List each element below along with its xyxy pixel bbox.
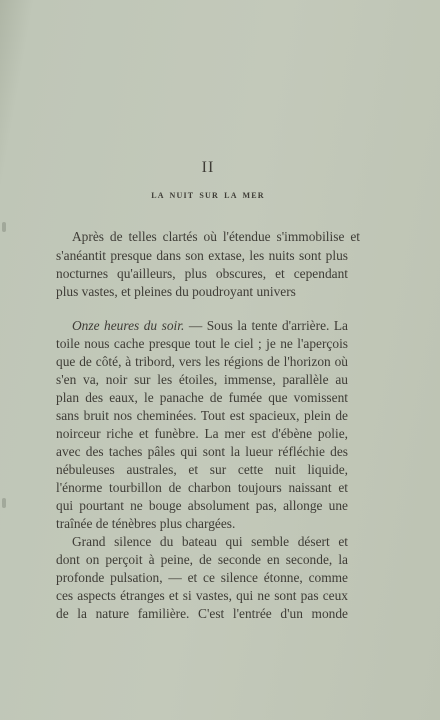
text-line: nébuleuses australes, et sur cette nuit liquide, bbox=[56, 462, 348, 477]
text-line: ces aspects étranges et si vastes, qui ne sont pas ceux bbox=[56, 588, 348, 603]
page-edge-mark bbox=[2, 498, 6, 508]
text-line: noirceur riche et funèbre. La mer est d'ébène polie, bbox=[56, 426, 348, 441]
text-line: de la nature familière. C'est l'entrée d'un monde bbox=[56, 606, 348, 621]
chapter-title: LA NUIT SUR LA MER bbox=[151, 191, 265, 200]
page-edge-mark bbox=[2, 222, 6, 232]
time-heading: Onze heures du soir. bbox=[72, 318, 185, 333]
text-line: que de côté, à tribord, vers les régions de l'horizon où bbox=[56, 354, 348, 369]
text-line: sans bruit nos cheminées. Tout est spacieux, plein de bbox=[56, 408, 348, 423]
text-line: profonde pulsation, — et ce silence étonne, comme bbox=[56, 570, 348, 585]
text-line: traînée de ténèbres plus chargées. bbox=[56, 516, 236, 531]
text-line: l'énorme tourbillon de charbon toujours naissant et bbox=[56, 480, 348, 495]
intro-line: s'anéantit presque dans son extase, les nuits sont plus bbox=[56, 248, 348, 263]
text-line: s'en va, noir sur les étoiles, immense, parallèle au bbox=[56, 372, 348, 387]
text-line: qui pourtant ne bouge absolument pas, allonge une bbox=[56, 498, 348, 513]
intro-line: plus vastes, et pleines du poudroyant univers bbox=[56, 284, 296, 299]
text-line: plan des eaux, le panache de fumée que vomissent bbox=[56, 390, 348, 405]
paragraph-first-line bbox=[72, 318, 348, 334]
intro-line: nocturnes qu'ailleurs, plus obscures, et cependant bbox=[56, 266, 348, 281]
chapter-number: II bbox=[201, 159, 215, 176]
intro-line: Après de telles clartés où l'étendue s'immobilise et bbox=[72, 229, 360, 244]
text-line: Grand silence du bateau qui semble désert et bbox=[72, 534, 348, 549]
text-line: dont on perçoit à peine, de seconde en seconde, la bbox=[56, 552, 348, 567]
first-line-rest: — Sous la tente d'arrière. La bbox=[184, 318, 348, 333]
text-line: avec des taches pâles qui sont la lueur réfléchie des bbox=[56, 444, 348, 459]
text-line: toile nous cache presque tout le ciel ; je ne l'aperçois bbox=[56, 336, 348, 351]
